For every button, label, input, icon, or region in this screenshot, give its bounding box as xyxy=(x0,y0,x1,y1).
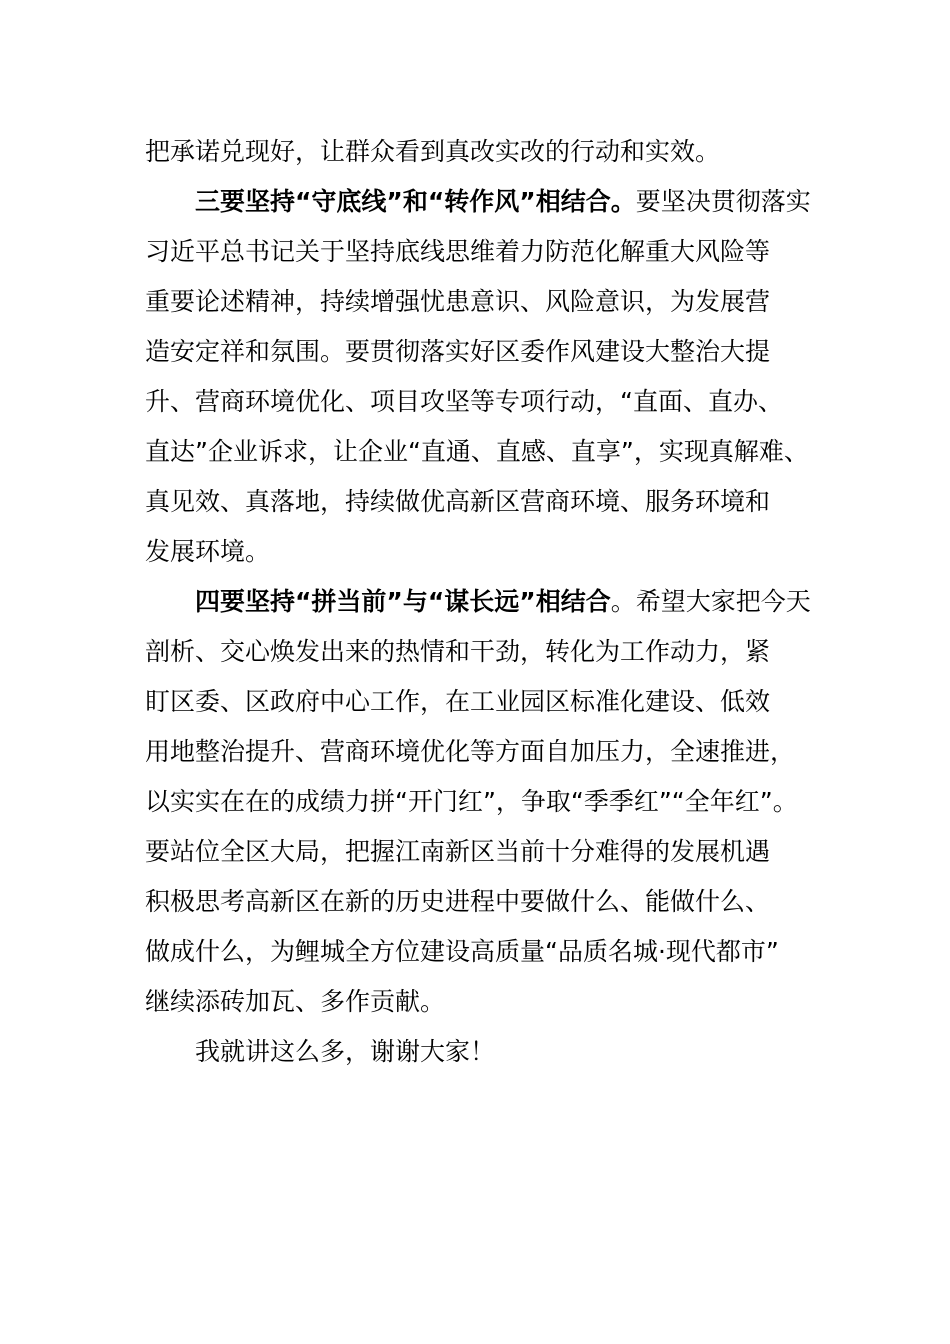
paragraph2-line4: 造安定祥和氛围。要贯彻落实好区委作风建设大整治大提 xyxy=(145,337,771,366)
paragraph2-line1 xyxy=(145,177,835,227)
paragraph3-line2: 剖析、交心焕发出来的热情和干劲，转化为工作动力，紧 xyxy=(145,637,771,666)
paragraph3-line5: 以实实在在的成绩力拼“开门红”，争取“季季红”“全年红”。 xyxy=(145,787,798,816)
paragraph3-heading: 四要坚持“拼当前”与“谋长远”相结合 xyxy=(195,587,611,616)
paragraph3-line7: 积极思考高新区在新的历史进程中要做什么、能做什么、 xyxy=(145,887,771,916)
paragraph3-line8: 做成什么，为鲤城全方位建设高质量“品质名城·现代都市” xyxy=(145,937,779,966)
paragraph2-line7: 真见效、真落地，持续做优高新区营商环境、服务环境和 xyxy=(145,487,771,516)
paragraph1-line1: 把承诺兑现好，让群众看到真改实改的行动和实效。 xyxy=(145,137,721,166)
paragraph3-line6: 要站位全区大局，把握江南新区当前十分难得的发展机遇 xyxy=(145,837,771,866)
paragraph3-line4: 用地整治提升、营商环境优化等方面自加压力，全速推进， xyxy=(145,737,796,766)
paragraph3-first-line-rest: 。希望大家把今天 xyxy=(610,587,811,616)
paragraph2-line5: 升、营商环境优化、项目攻坚等专项行动，“直面、直办、 xyxy=(145,387,783,416)
paragraph2-line8: 发展环境。 xyxy=(145,537,271,566)
document-body xyxy=(145,127,835,1077)
paragraph2-heading: 三要坚持“守底线”和“转作风”相结合。 xyxy=(195,187,636,216)
paragraph4-line1: 我就讲这么多，谢谢大家！ xyxy=(195,1037,496,1066)
paragraph3-line1 xyxy=(145,577,835,627)
paragraph3-line9: 继续添砖加瓦、多作贡献。 xyxy=(145,987,446,1016)
paragraph3-line3: 盯区委、区政府中心工作，在工业园区标准化建设、低效 xyxy=(145,687,771,716)
paragraph2-line3: 重要论述精神，持续增强忧患意识、风险意识，为发展营 xyxy=(145,287,771,316)
paragraph2-line6: 直达”企业诉求，让企业“直通、直感、直享”，实现真解难、 xyxy=(145,437,809,466)
paragraph2-line2: 习近平总书记关于坚持底线思维着力防范化解重大风险等 xyxy=(145,237,771,266)
paragraph2-first-line-rest: 要坚决贯彻落实 xyxy=(635,187,811,216)
